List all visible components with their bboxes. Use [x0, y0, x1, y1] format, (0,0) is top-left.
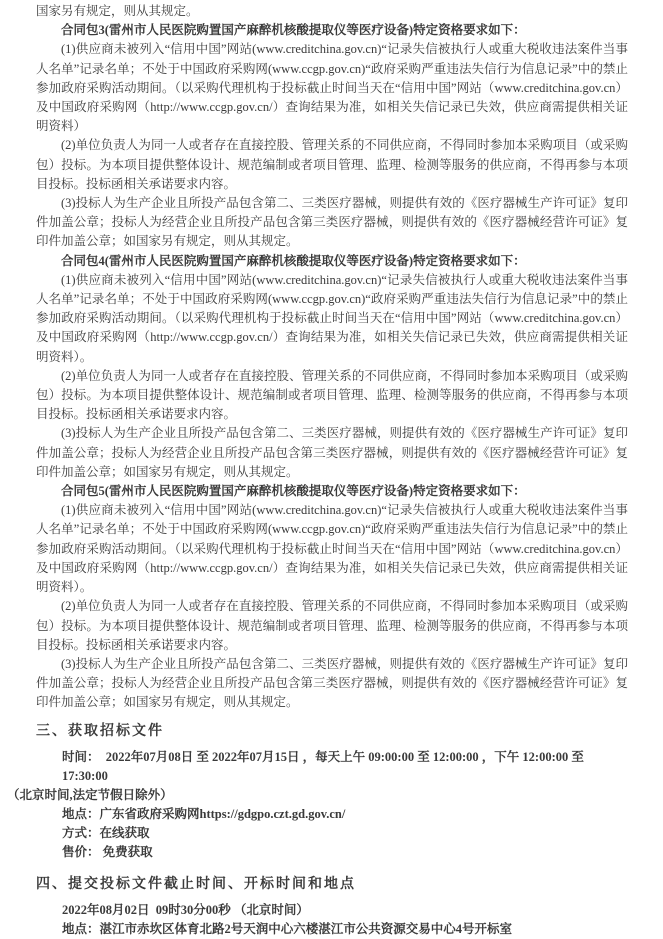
package-4-item-3: (3)投标人为生产企业且所投产品包含第二、三类医疗器械，则提供有效的《医疗器械生产许可证》复印件加盖公章；投标人为经营企业且所投产品包含第三类医疗器械，则提供有效的《医疗器械经营许可证》复印件加盖公章；如国家另有规定，则从其规定。 [36, 426, 628, 479]
package-4-section [36, 252, 628, 482]
package-4-item-1: (1)供应商未被列入“信用中国”网站(www.creditchina.gov.cn)“记录失信被执行人或重大税收违法案件当事人名单”记录名单；不处于中国政府采购网(www.ccgp.gov.cn)“政府采购严重违法失信行为信息记录”中的禁止参加政府采购活动期间。（以采购代理机构于投标截止时间当天在“信用中国”网站（www.creditchina.gov.cn）及中国政府采购网（http://www.ccgp.gov.cn/）查询结果为准，如相关失信记录已失效，供应商需提供相关证明资料）。 [36, 272, 628, 364]
package-3-section [36, 21, 628, 251]
package-5-heading: 合同包5(雷州市人民医院购置国产麻醉机核酸提取仪等医疗设备)特定资格要求如下： [61, 484, 526, 499]
section-3-heading: 三、获取招标文件 [36, 723, 164, 739]
bid-location-line: 地点：湛江市赤坎区体育北路2号天润中心六楼湛江市公共资源交易中心4号开标室 [62, 921, 513, 936]
package-4-item-2: (2)单位负责人为同一人或者存在直接控股、管理关系的不同供应商，不得同时参加本采购项目（或采购包）投标。为本项目提供整体设计、规范编制或者项目管理、监理、检测等服务的供应商，不得再参与本项目投标。投标函相关承诺要求内容。 [36, 368, 628, 422]
paragraph-continuation: 国家另有规定，则从其规定。 [36, 4, 199, 18]
package-5-section [36, 482, 628, 712]
obtain-price-line: 售价： 免费获取 [62, 844, 153, 859]
package-5-item-1: (1)供应商未被列入“信用中国”网站(www.creditchina.gov.cn)“记录失信被执行人或重大税收违法案件当事人名单”记录名单；不处于中国政府采购网(www.ccgp.gov.cn)“政府采购严重违法失信行为信息记录”中的禁止参加政府采购活动期间。（以采购代理机构于投标截止时间当天在“信用中国”网站（www.creditchina.gov.cn）及中国政府采购网（http://www.ccgp.gov.cn/）查询结果为准，如相关失信记录已失效，供应商需提供相关证明资料）。 [36, 503, 628, 595]
package-3-item-2: (2)单位负责人为同一人或者存在直接控股、管理关系的不同供应商，不得同时参加本采购项目（或采购包）投标。为本项目提供整体设计、规范编制或者项目管理、监理、检测等服务的供应商，不得再参与本项目投标。投标函相关承诺要求内容。 [36, 138, 628, 191]
obtain-time-note: （北京时间,法定节假日除外） [7, 787, 173, 802]
obtain-location-line: 地点：广东省政府采购网https://gdgpo.czt.gd.gov.cn/ [62, 806, 346, 821]
bid-deadline-line: 2022年08月02日 09时30分00秒 （北京时间） [62, 902, 309, 917]
obtain-time-line: 时间： 2022年07月08日 至 2022年07月15日 ，每天上午 09:00:00 至 12:00:00 ，下午 12:00:00 至 17:30:00 [62, 749, 587, 783]
package-3-item-3: (3)投标人为生产企业且所投产品包含第二、三类医疗器械，则提供有效的《医疗器械生产许可证》复印件加盖公章；投标人为经营企业且所投产品包含第三类医疗器械，则提供有效的《医疗器械经营许可证》复印件加盖公章；如国家另有规定，则从其规定。 [36, 196, 628, 249]
package-5-item-2: (2)单位负责人为同一人或者存在直接控股、管理关系的不同供应商，不得同时参加本采购项目（或采购包）投标。为本项目提供整体设计、规范编制或者项目管理、监理、检测等服务的供应商，不得再参与本项目投标。投标函相关承诺要求内容。 [36, 599, 628, 652]
package-3-heading: 合同包3(雷州市人民医院购置国产麻醉机核酸提取仪等医疗设备)特定资格要求如下： [61, 23, 526, 38]
package-5-item-3: (3)投标人为生产企业且所投产品包含第二、三类医疗器械，则提供有效的《医疗器械生产许可证》复印件加盖公章；投标人为经营企业且所投产品包含第三类医疗器械，则提供有效的《医疗器械经营许可证》复印件加盖公章；如国家另有规定，则从其规定。 [36, 656, 628, 710]
package-3-item-1: (1)供应商未被列入“信用中国”网站(www.creditchina.gov.cn)“记录失信被执行人或重大税收违法案件当事人名单”记录名单；不处于中国政府采购网(www.ccgp.gov.cn)“政府采购严重违法失信行为信息记录”中的禁止参加政府采购活动期间。（以采购代理机构于投标截止时间当天在“信用中国”网站（www.creditchina.gov.cn）及中国政府采购网（http://www.ccgp.gov.cn/）查询结果为准，如相关失信记录已失效，供应商需提供相关证明资料） [36, 42, 628, 134]
obtain-method-line: 方式：在线获取 [62, 825, 150, 840]
section-bid-deadline [36, 873, 628, 939]
package-4-heading: 合同包4(雷州市人民医院购置国产麻醉机核酸提取仪等医疗设备)特定资格要求如下： [61, 253, 526, 268]
section-4-heading: 四、提交投标文件截止时间、开标时间和地点 [36, 876, 356, 892]
section-obtain-documents [7, 720, 628, 862]
